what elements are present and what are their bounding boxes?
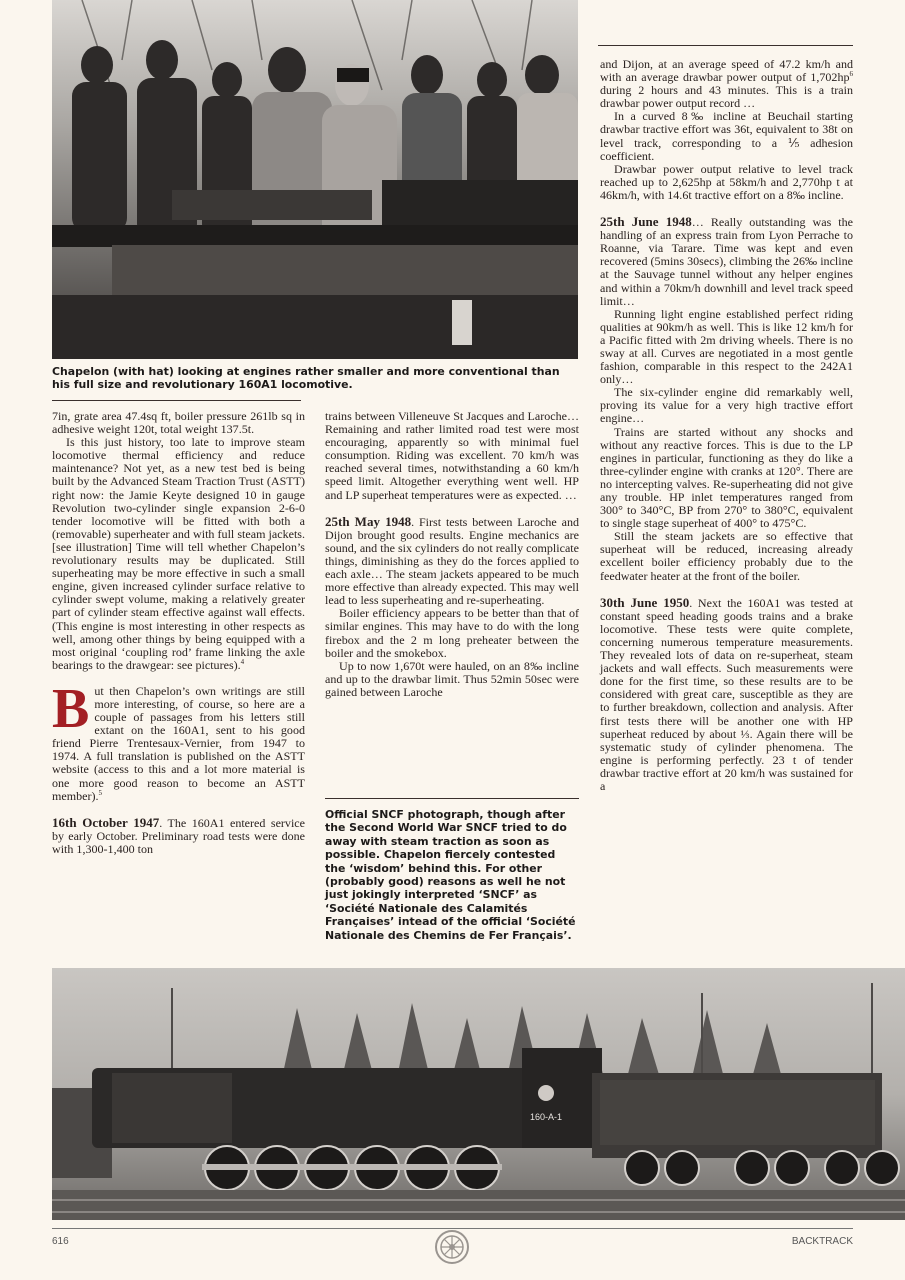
bottom-photo (52, 968, 905, 1220)
paragraph (600, 215, 853, 308)
footnote-ref: 5 (98, 788, 102, 797)
paragraph (52, 677, 305, 803)
top-photo-image (52, 0, 578, 359)
paragraph-text: . The 160A1 entered service by early October. Preliminary road tests were done with 1,300-1,400 ton (52, 815, 305, 856)
locomotive-number-plate: 160-A-1 (530, 1112, 563, 1122)
paragraph (600, 58, 853, 110)
paragraph-text: … Really outstanding was the handling of an express train from Lyon Perrache to Roanne, via Tarare. Time was kept and even recovered (5mins 30secs), climbing the 26‰ incline at the Sauvage tunnel without any helper engines and within a 70km/h downhill and level track speed limit… (600, 215, 853, 308)
paragraph (600, 596, 853, 793)
paragraph: Trains are started without any shocks and without any reactive forces. This is due to the LP engines in particular, functioning as they do like a three-cylinder engine with cranks at 120°. There are no intercepting valves. Re-superheating did not give any trouble. HP inlet temperatures ranged from 300° to 340°C, BP from 270° to 380°C, equivalent to single stage superheat of 400° to 475°C. (600, 424, 853, 531)
paragraph: 7in, grate area 47.4sq ft, boiler pressure 261lb sq in adhesive weight 120t, total weight 137.5t. (52, 409, 305, 437)
paragraph: Up to now 1,670t were hauled, on an 8‰ incline and up to the drawbar limit. Thus 52min 50sec were gained between Laroche (325, 658, 579, 699)
paragraph-text: . First tests between Laroche and Dijon brought good results. Engine mechanics are sound, and the six cylinders do not really complicate things, diminishing as they do the forces applied to each axle… The steam jackets appeared to be much more effective than already expected. This may well lead to less superheating and re-superheating. (325, 514, 579, 608)
page-number: 616 (52, 1236, 69, 1247)
caption-rule (52, 400, 301, 401)
footnote-ref: 6 (849, 70, 853, 79)
date-heading: 16th October 1947 (52, 814, 160, 830)
paragraph: The six-cylinder engine did remarkably well, proving its value for a very high tractive effort engine… (600, 385, 853, 426)
middle-photo-caption: Official SNCF photograph, though after the Second World War SNCF tried to do away with steam traction as soon as possible. Chapelon fiercely contested the ‘wisdom’ behind this. For other (probably good) reasons as well he not just jokingly interpreted ‘SNCF’ as ‘Société Nationale des Calamités Françaises’ intead of the official ‘Société Nationale des Chemins de Fer Français’. (325, 808, 576, 942)
paragraph-text: during 2 hours and 43 minutes. This is a train drawbar power output record … (600, 83, 853, 111)
paragraph: trains between Villeneuve St Jacques and Laroche… Remaining and rather limited road test were most encouraging, apparently so with minimal fuel consumption. Riding was excellent. 70 km/h was reached several times, notwithstanding a 60 km/h speed limit. Altogether everything went well. HP and LP superheat temperatures were as expected. … (325, 409, 579, 502)
paragraph (52, 816, 305, 856)
paragraph-text: ut then Chapelon’s own writings are still more interesting, of course, so here are a couple of passages from his letters still extant on the 160A1, sent to his good friend Pierre Trentesaux-Vernier, from 1947 to 1974. A full translation is published on the ASTT website (access to this and a lot more material is one more good reason to become an ASTT member). (52, 683, 305, 803)
wheel-logo-icon (433, 1228, 471, 1266)
paragraph (325, 515, 579, 608)
text-column-3 (600, 58, 853, 793)
top-photo-caption: Chapelon (with hat) looking at engines rather smaller and more conventional than his full size and revolutionary 160A1 locomotive. (52, 365, 560, 392)
paragraph-text: and Dijon, at an average speed of 47.2 km/h and with an average drawbar power output of 1,702hp (600, 57, 853, 85)
paragraph-text: . Next the 160A1 was tested at constant speed heading goods trains and a brake locomotive. These tests were quite complete, concerning numerous temperature measurements. They revealed lots of data on re-superheat, steam jackets and wall effects. Such measurements were done for the first time, so these results are to be considered with great care, susceptible as they are to further breakdown, collection and analysis. After first tests there will be another one with HP superheat reduced by about ⅓. Again there will be systematic study of cylinder phenomena. The engine is performing perfectly. 23 t of tender drawbar tractive effort at 20 km/h was sustained for a (600, 595, 853, 793)
paragraph-text: Is this just history, too late to improve steam locomotive thermal efficiency and reduce maintenance? Not yet, as a new test bed is being built by the Advanced Steam Traction Trust (ASTT) right now: the Jamie Keyte designed 10 in gauge Revolution two-cylinder single expansion 2-6-0 tender locomotive will be fitted with both a (removable) superheater and with full steam jackets. [see illustration] Time will tell whether Chapelon’s revolutionary results may be duplicated. Still superheating may be more effective in such a small engine, given increased cylinder surface relative to cylinder swept volume, making a relatively greater part of cylinder steam effective against wall effects. (This engine is most interesting in other respects as well, among other things by being equipped with a most original ‘coupling rod’ frame linking the axle bearings to the drawgear: see pictures). (52, 435, 305, 672)
top-rule-right (598, 45, 853, 46)
date-heading: 25th May 1948 (325, 513, 412, 529)
paragraph: Still the steam jackets are so effective that superheat will be reduced, increasing already excellent boiler efficiency probably due to the feedwater heater at the front of the boiler. (600, 529, 853, 583)
top-photo (52, 0, 578, 359)
drop-cap: B (52, 677, 90, 740)
date-heading: 25th June 1948 (600, 214, 692, 230)
paragraph: Boiler efficiency appears to be better than that of similar engines. This may have to do with the long firebox and the 2 m long preheater between the boiler and the smokebox. (325, 606, 579, 660)
footnote-ref: 4 (240, 657, 245, 666)
caption-rule (325, 798, 579, 799)
locomotive-photo-image (52, 968, 905, 1220)
paragraph: Running light engine established perfect riding qualities at 90km/h as well. This is like 12 km/h for a Pacific fitted with 2m driving wheels. There is no sway at all. Curves are negotiated in a most gentle fashion, comparable in this respect to the 242A1 only… (600, 306, 853, 387)
magazine-name: BACKTRACK (791, 1236, 853, 1247)
paragraph: In a curved 8‰ incline at Beuchail starting drawbar tractive effort was 36t, equivalent to 38t on level track, corresponding to a ⅕ adhesion coefficient. (600, 109, 853, 163)
paragraph (52, 436, 305, 672)
date-heading: 30th June 1950 (600, 594, 690, 610)
paragraph: Drawbar power output relative to level track reached up to 2,625hp at 58km/h and 2,770hp t at 46km/h, with 14.6t tractive effort on a 8‰ incline. (600, 161, 853, 202)
text-column-1 (52, 410, 305, 856)
text-column-2 (325, 410, 579, 699)
